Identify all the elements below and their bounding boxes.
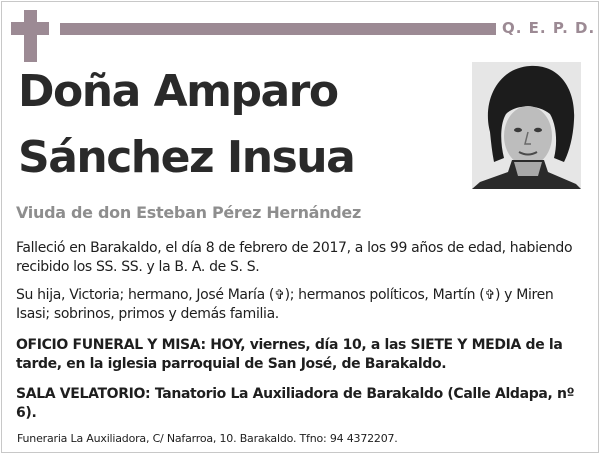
header-rule (60, 23, 496, 35)
cross-icon (24, 10, 37, 62)
qepd-tag: Q. E. P. D. (502, 19, 596, 37)
deceased-cross-icon: ✞ (274, 288, 285, 303)
family-text-b: ); hermanos políticos, Martín ( (284, 287, 485, 303)
deceased-cross-icon: ✞ (484, 288, 495, 303)
death-announcement: Falleció en Barakaldo, el día 8 de febrero de 2017, a los 99 años de edad, habiendo recibido los SS. SS. y la B. A. de S. S. (16, 240, 573, 275)
family-paragraph (16, 286, 588, 324)
widow-subtitle: Viuda de don Esteban Pérez Hernández (16, 203, 361, 222)
wake-room-info: SALA VELATORIO: Tanatorio La Auxiliadora de Barakaldo (Calle Aldapa, nº 6). (16, 386, 575, 421)
deceased-name-line1: Doña Amparo (18, 66, 338, 117)
cross-icon-bar (11, 22, 49, 35)
funeral-home-footer: Funeraria La Auxiliadora, C/ Nafarroa, 10. Barakaldo. Tfno: 94 4372207. (17, 432, 398, 445)
deceased-photo (472, 62, 581, 189)
deceased-name-line2: Sánchez Insua (18, 132, 355, 183)
portrait-image (472, 62, 581, 189)
family-text-c: ) y Miren Isasi; sobrinos, primos y demás familia. (16, 287, 554, 322)
family-text-a: Su hija, Victoria; hermano, José María ( (16, 287, 275, 303)
funeral-mass-info: OFICIO FUNERAL Y MISA: HOY, viernes, día 10, a las SIETE Y MEDIA de la tarde, en la iglesia parroquial de San José, de Barakaldo. (16, 337, 563, 372)
